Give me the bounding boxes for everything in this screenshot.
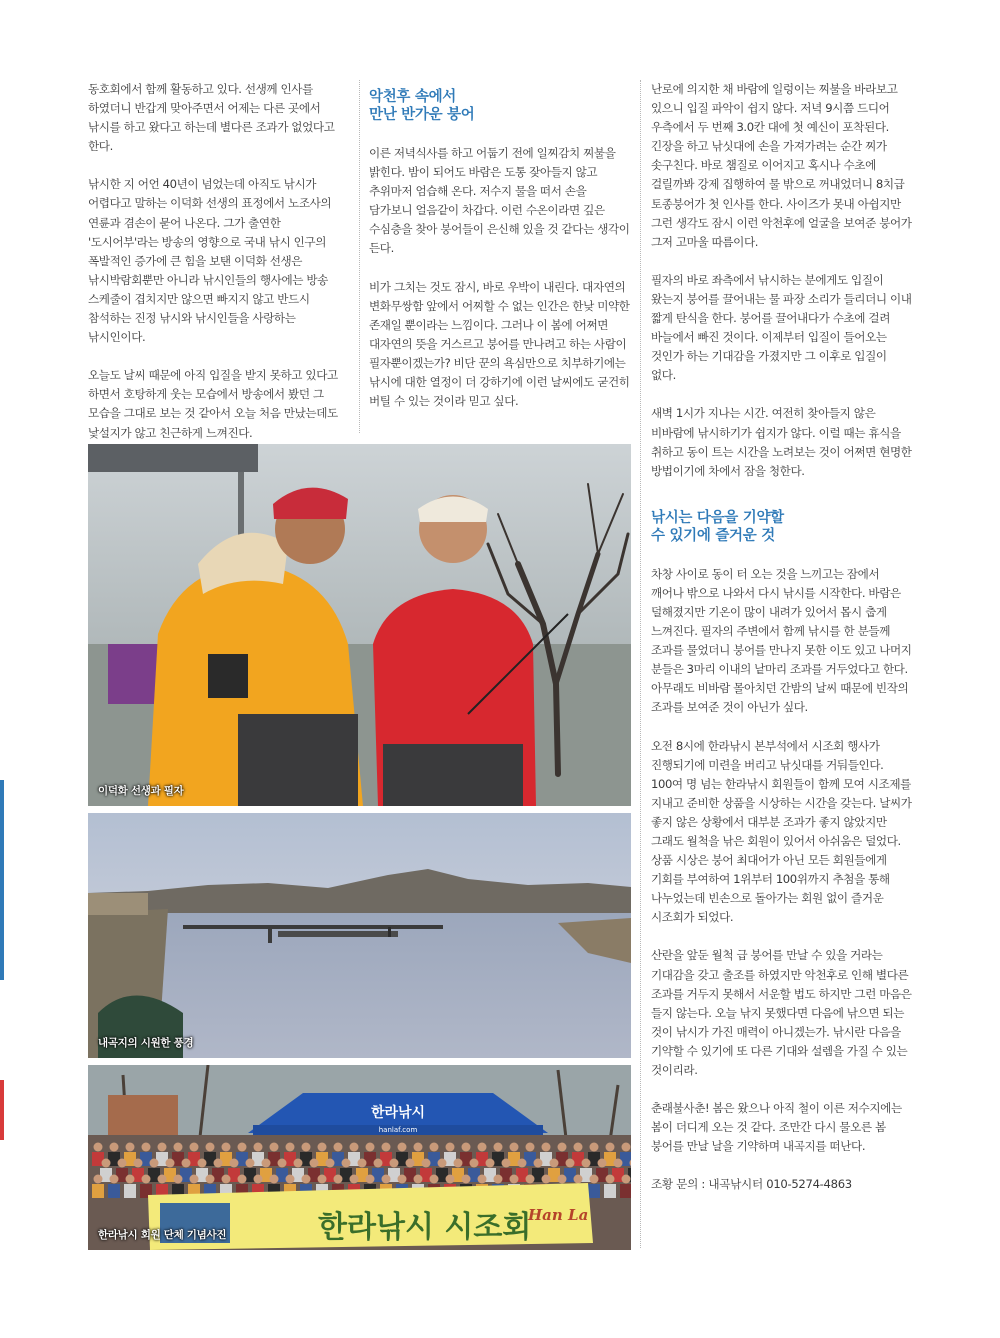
crowd-head <box>158 1143 167 1152</box>
paragraph: 산란을 앞둔 월척 급 붕어를 만날 수 있을 거라는 기대감을 갖고 출조를 하였지만 악천후로 인해 별다른 조과를 거두지 못해서 서운할 법도 하지만 그런 마음은 들지 않는다. 오늘 낚지 못했다면 다음에 낚으면 되는 것이 낚시가 가진 매력이 아니겠는가. 낚시란 다음을 기약할 수 있기에 또 다른 기대와 설렘을 가질 수 있는 것이리라. <box>651 948 912 1078</box>
crowd-head <box>478 1143 487 1152</box>
paragraph: 이른 저녁식사를 하고 어둡기 전에 일찌감치 찌불을 밝힌다. 밤이 되어도 바람은 도통 잦아들지 않고 추위마저 엄습해 온다. 저수지 물을 떠서 손을 담가보니 얼음같이 차갑다. 이런 수온이라면 깊은 수심층을 찾아 붕어들이 은신해 있을 것 같다는 생각이 든다. <box>369 146 630 256</box>
crowd-head <box>390 1159 399 1168</box>
crowd-head <box>494 1143 503 1152</box>
paragraph: 춘래불사춘! 봄은 왔으나 아직 철이 이른 저수지에는 봄이 더디게 오는 것 같다. 조만간 다시 물오른 봄 붕어를 만날 날을 기약하며 내곡지를 떠난다. <box>651 1101 902 1154</box>
crowd-head <box>398 1175 407 1184</box>
crowd-head <box>502 1159 511 1168</box>
crowd-head <box>262 1159 271 1168</box>
banner-logo: Han La <box>528 1206 589 1224</box>
crowd-head <box>246 1159 255 1168</box>
crowd-head <box>286 1143 295 1152</box>
paragraph: 오늘도 날씨 때문에 아직 입질을 받지 못하고 있다고 하면서 호탕하게 웃는 모습에서 방송에서 봤던 그 모습을 그대로 보는 것 같아서 오늘 처음 만났는데도 낯설지가 않고 친근하게 느껴진다. <box>88 368 338 440</box>
heading-line: 수 있기에 즐거운 것 <box>651 527 775 544</box>
crowd-head <box>310 1159 319 1168</box>
crowd-head <box>238 1143 247 1152</box>
banner-text: 한라낚시 시조회 <box>318 1210 532 1245</box>
crowd-head <box>302 1143 311 1152</box>
photo-anglers <box>88 444 631 806</box>
heading-line: 악천후 속에서 <box>369 89 456 105</box>
paragraph: 필자의 바로 좌측에서 낚시하는 분에게도 입질이 왔는지 붕어를 끌어내는 물 파장 소리가 들리더니 이내 짧게 탄식을 한다. 붕어를 끌어내다가 수초에 걸려 바늘에서 빠진 것이다. 이제부터 입질이 들어오는 것인가 하는 기대감을 가졌지만 그 이후로 입질이 없다. <box>651 272 912 383</box>
paragraph: 새벽 1시가 지나는 시간. 여전히 찾아들지 않은 비바람에 낚시하기가 쉽지가 않다. 이럴 때는 휴식을 취하고 동이 트는 시간을 노려보는 것이 어쩌면 현명한 방법이기에 차에서 잠을 청한다. <box>651 406 912 478</box>
crowd-head <box>382 1143 391 1152</box>
column-divider-1 <box>359 80 360 433</box>
crowd-head <box>294 1159 303 1168</box>
crowd-head <box>446 1143 455 1152</box>
photo-caption: 이덕화 선생과 필자 <box>98 785 184 797</box>
crowd-head <box>110 1175 119 1184</box>
tent-url: hanlaf.com <box>378 1126 418 1134</box>
crowd-head <box>270 1143 279 1152</box>
crowd-head <box>286 1175 295 1184</box>
crowd-head <box>550 1159 559 1168</box>
crowd-head <box>238 1175 247 1184</box>
photo-caption: 한라낚시 회원 단체 기념사진 <box>98 1229 227 1241</box>
crowd-head <box>406 1159 415 1168</box>
crowd-head <box>142 1175 151 1184</box>
crowd-person <box>124 1184 136 1198</box>
crowd-head <box>134 1159 143 1168</box>
left-edge-strip-accent <box>0 1080 4 1140</box>
crowd-head <box>110 1143 119 1152</box>
crowd-head <box>374 1159 383 1168</box>
paragraph: 난로에 의지한 채 바람에 일렁이는 찌불을 바라보고 있으니 입질 파악이 쉽지 않다. 저녁 9시쯤 드디어 우측에서 두 번째 3.0칸 대에 첫 예신이 포착된다. 긴장을 하고 낚싯대에 손을 가져가려는 순간 찌가 솟구친다. 바로 챔질로 이어지고 혹시나 수초에 걸릴까봐 강제 집행하여 물 밖으로 꺼내었더니 8치급 토종붕어가 첫 인사를 한다. 사이즈가 못내 아쉽지만 그런 생각도 잠시 이런 악천후에 얼굴을 보여준 붕어가 그저 고마울 따름이다. <box>651 82 912 249</box>
crowd-head <box>350 1175 359 1184</box>
crowd-head <box>622 1143 631 1152</box>
paragraph: 오전 8시에 한라낚시 본부석에서 시조회 행사가 진행되기에 미련을 버리고 낚싯대를 거둬들인다. 100여 명 넘는 한라낚시 회원들이 함께 모여 시조제를 지내고 준비한 상품을 시상하는 시간을 갖는다. 날씨가 좋지 않은 상황에서 대부분 조과가 좋지 않았지만 그래도 월척을 낚은 회원이 있어서 아쉬움은 덜었다. 상품 시상은 붕어 최대어가 아닌 모든 회원들에게 기회를 부여하여 1위부터 100위까지 추첨을 통해 나누었는데 빈손으로 돌아가는 회원 없이 즐거운 시조회가 되었다. <box>651 738 912 925</box>
crowd-head <box>526 1143 535 1152</box>
crowd-head <box>614 1159 623 1168</box>
crowd-head <box>118 1159 127 1168</box>
crowd-person <box>604 1184 616 1198</box>
paragraph: 차창 사이로 동이 터 오는 것을 느끼고는 잠에서 깨어나 밖으로 나와서 다시 낚시를 시작한다. 바람은 덜해졌지만 기온이 많이 내려가 있어서 몹시 춥게 느껴진다. 필자의 주변에서 함께 낚시를 한 분들께 조과를 물었더니 붕어를 만나지 못한 이도 있고 나머지 분들은 3마리 이내의 낱마리 조과를 거두었다고 한다. 아무래도 비바람 몰아치던 간밤의 날씨 때문에 빈작의 조과를 보여준 것이 아닌가 싶다. <box>651 566 912 715</box>
crowd-head <box>206 1143 215 1152</box>
tent-text: 한라낚시 <box>370 1105 426 1121</box>
crowd-head <box>574 1175 583 1184</box>
column-divider-2 <box>640 80 641 1248</box>
crowd-person <box>108 1184 120 1198</box>
crowd-head <box>166 1159 175 1168</box>
crowd-head <box>350 1143 359 1152</box>
crowd-head <box>486 1159 495 1168</box>
crowd-head <box>214 1159 223 1168</box>
crowd-head <box>94 1143 103 1152</box>
crowd-person <box>92 1184 104 1198</box>
crowd-head <box>566 1159 575 1168</box>
photo-reservoir-image <box>88 813 631 1058</box>
crowd-head <box>558 1175 567 1184</box>
crowd-head <box>414 1143 423 1152</box>
crowd-head <box>582 1159 591 1168</box>
crowd-head <box>526 1175 535 1184</box>
crowd-head <box>382 1175 391 1184</box>
crowd-head <box>558 1143 567 1152</box>
crowd-head <box>254 1143 263 1152</box>
crowd-head <box>358 1159 367 1168</box>
left-edge-strip <box>0 780 4 980</box>
crowd-head <box>606 1175 615 1184</box>
section-heading <box>369 88 631 124</box>
crowd-head <box>542 1143 551 1152</box>
crowd-head <box>494 1175 503 1184</box>
crowd-head <box>430 1175 439 1184</box>
photo-caption: 내곡지의 시원한 풍경 <box>98 1037 194 1049</box>
crowd-head <box>222 1143 231 1152</box>
crowd-head <box>542 1175 551 1184</box>
paragraph: 낚시한 지 어언 40년이 넘었는데 아직도 낚시가 어렵다고 말하는 이덕화 선생의 표정에서 노조사의 연륜과 겸손이 묻어 나온다. 그가 출연한 '도시어부'라는 방송의 영향으로 국내 낚시 인구의 폭발적인 증가에 큰 힘을 보탠 이덕화 선생은 낚시박람회뿐만 아니라 낚시인들의 행사에는 방송 스케줄이 겹치지만 않으면 빠지지 않고 반드시 참석하는 진정 낚시와 낚시인들을 사랑하는 낚시인이다. <box>88 177 332 345</box>
crowd-head <box>414 1175 423 1184</box>
crowd-head <box>478 1175 487 1184</box>
crowd-head <box>182 1159 191 1168</box>
crowd-head <box>606 1143 615 1152</box>
crowd-head <box>142 1143 151 1152</box>
crowd-head <box>534 1159 543 1168</box>
crowd-head <box>510 1175 519 1184</box>
crowd-head <box>94 1175 103 1184</box>
crowd-head <box>438 1159 447 1168</box>
crowd-head <box>518 1159 527 1168</box>
crowd-head <box>302 1175 311 1184</box>
crowd-head <box>126 1143 135 1152</box>
crowd-head <box>326 1159 335 1168</box>
crowd-head <box>198 1159 207 1168</box>
crowd-head <box>206 1175 215 1184</box>
photo-group <box>88 1065 631 1250</box>
crowd-head <box>398 1143 407 1152</box>
crowd-head <box>454 1159 463 1168</box>
crowd-head <box>590 1175 599 1184</box>
crowd-head <box>318 1143 327 1152</box>
crowd-head <box>334 1175 343 1184</box>
paragraph: 비가 그치는 것도 잠시, 바로 우박이 내린다. 대자연의 변화무쌍함 앞에서 어찌할 수 없는 인간은 한낮 미약한 존재일 뿐이라는 느낌이다. 그러나 이 봄에 어쩌면 대자연의 뜻을 거스르고 붕어를 만나려고 하는 사람이 필자뿐이겠는가? 비단 꾼의 욕심만으로 치부하기에는 낚시에 대한 열정이 더 강하기에 이런 날씨에도 굳건히 버틸 수 있는 것이라 믿고 싶다. <box>369 279 630 409</box>
crowd-head <box>174 1143 183 1152</box>
crowd-head <box>254 1175 263 1184</box>
column-2 <box>369 80 631 430</box>
crowd-head <box>430 1143 439 1152</box>
crowd-head <box>174 1175 183 1184</box>
crowd-head <box>422 1159 431 1168</box>
photo-anglers-image <box>88 444 631 806</box>
crowd-person <box>588 1184 600 1198</box>
crowd-head <box>230 1159 239 1168</box>
crowd-person <box>620 1184 631 1198</box>
crowd-head <box>574 1143 583 1152</box>
crowd-head <box>446 1175 455 1184</box>
crowd-head <box>158 1175 167 1184</box>
contact-info: 조황 문의 : 내곡낚시터 010-5274-4863 <box>651 1177 852 1192</box>
crowd-head <box>342 1159 351 1168</box>
crowd-head <box>190 1143 199 1152</box>
heading-line: 낚시는 다음을 기약할 <box>651 509 784 526</box>
crowd-head <box>102 1159 111 1168</box>
crowd-head <box>150 1159 159 1168</box>
crowd-head <box>334 1143 343 1152</box>
crowd-head <box>366 1175 375 1184</box>
column-1 <box>88 80 350 462</box>
crowd-head <box>318 1175 327 1184</box>
crowd-head <box>590 1143 599 1152</box>
crowd-head <box>598 1159 607 1168</box>
crowd-head <box>366 1143 375 1152</box>
crowd-head <box>270 1175 279 1184</box>
crowd-head <box>222 1175 231 1184</box>
crowd-head <box>470 1159 479 1168</box>
crowd-head <box>462 1143 471 1152</box>
paragraph: 동호회에서 함께 활동하고 있다. 선생께 인사를 하였더니 반갑게 맞아주면서 어제는 다른 곳에서 낚시를 하고 왔다고 하는데 별다른 조과가 없었다고 한다. <box>88 82 335 154</box>
crowd-head <box>462 1175 471 1184</box>
crowd-head <box>510 1143 519 1152</box>
photo-reservoir <box>88 813 631 1058</box>
crowd-head <box>190 1175 199 1184</box>
heading-line: 만난 반가운 붕어 <box>369 107 475 123</box>
crowd-head <box>622 1175 631 1184</box>
crowd-head <box>278 1159 287 1168</box>
crowd-head <box>126 1175 135 1184</box>
photo-group-image <box>88 1065 631 1250</box>
column-3 <box>651 80 913 1194</box>
section-heading <box>651 509 913 545</box>
